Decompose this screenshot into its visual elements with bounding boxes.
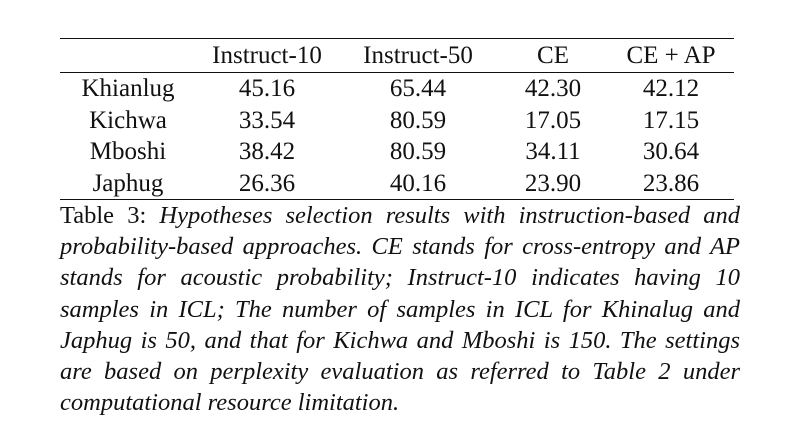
header-cell-ce-ap: CE + AP	[626, 42, 716, 69]
caption-label: Table 3:	[60, 202, 147, 229]
value-cell: 40.16	[389, 169, 447, 197]
value-cell: 80.59	[389, 106, 447, 134]
header-cell-ce: CE	[537, 42, 569, 69]
table-row	[60, 168, 734, 200]
results-table	[60, 38, 734, 200]
row-label-cell: Japhug	[92, 169, 164, 197]
value-cell: 80.59	[389, 138, 447, 166]
header-cell-language	[60, 39, 196, 73]
table-caption	[60, 200, 740, 418]
results-table-container	[60, 38, 734, 200]
value-cell: 17.15	[642, 106, 700, 134]
value-cell: 34.11	[525, 138, 581, 166]
header-cell-instruct-10: Instruct-10	[212, 42, 322, 69]
value-cell: 26.36	[238, 169, 296, 197]
row-label-cell: Kichwa	[89, 106, 167, 134]
value-cell: 65.44	[389, 75, 447, 103]
value-cell: 42.30	[524, 75, 582, 103]
table-header-row	[60, 39, 734, 73]
table-row	[60, 105, 734, 137]
value-cell: 30.64	[642, 138, 700, 166]
table-row	[60, 73, 734, 105]
value-cell: 45.16	[238, 75, 296, 103]
value-cell: 23.86	[642, 169, 700, 197]
row-label-cell: Khianlug	[81, 75, 175, 103]
value-cell: 33.54	[238, 106, 296, 134]
value-cell: 17.05	[524, 106, 582, 134]
value-cell: 38.42	[238, 138, 296, 166]
value-cell: 42.12	[642, 75, 700, 103]
table-row	[60, 136, 734, 168]
header-cell-instruct-50: Instruct-50	[363, 42, 473, 69]
row-label-cell: Mboshi	[89, 138, 167, 166]
caption-text: Hypotheses selection results with instruction-based and probability-based approaches. CE stands for cross-entropy and AP stands for acoustic probability; Instruct-10 indicates having 10 samples in ICL; The number of samples in ICL for Khinalug and Japhug is 50, and that for Kichwa and Mboshi is 150. The settings are based on perplexity evaluation as referred to Table 2 under computational resource limitation.	[60, 202, 740, 417]
value-cell: 23.90	[524, 169, 582, 197]
